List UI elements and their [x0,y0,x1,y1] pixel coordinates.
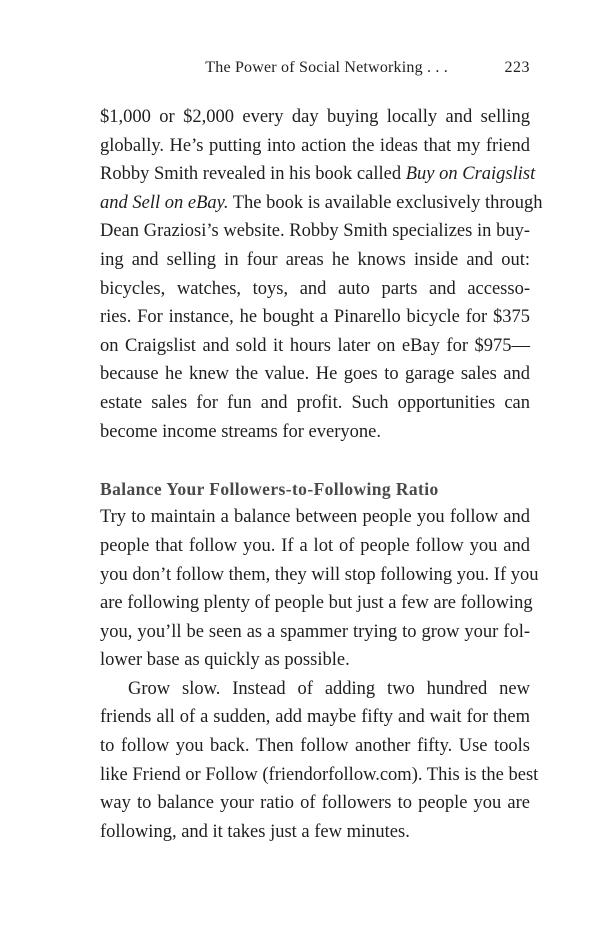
text-fragment: The book is available exclusively through [228,192,543,213]
text-line: estate sales for fun and profit. Such opportunities can [100,392,530,413]
text-line: ing and selling in four areas he knows inside and out: [100,249,530,270]
running-header [100,56,530,80]
text-line: bicycles, watches, toys, and auto parts and accesso- [100,278,530,299]
text-line: friends all of a sudden, add maybe fifty and wait for them [100,707,530,728]
page-number: 223 [504,59,530,76]
text-line: on Craigslist and sold it hours later on eBay for $975— [100,335,530,356]
section-spacer [100,446,530,475]
paragraph [100,675,539,847]
text-line: Grow slow. Instead of adding two hundred new [128,678,530,699]
section-heading: Balance Your Followers-to-Following Ratio [100,478,439,499]
body-text [100,103,543,846]
text-line: following, and it takes just a few minutes. [100,821,410,842]
book-title-italic: Buy on Craigslist [405,164,536,185]
text-line: you, you’ll be seen as a spammer trying to grow your fol- [100,621,530,642]
text-line: globally. He’s putting into action the ideas that my friend [100,135,530,156]
text-line: way to balance your ratio of followers to people you are [100,793,530,814]
text-line: because he knew the value. He goes to garage sales and [100,364,530,385]
paragraph-continued [100,103,543,446]
text-line: become income streams for everyone. [100,421,381,442]
text-line: to follow you back. Then follow another fifty. Use tools [100,736,530,757]
paragraph [100,503,539,675]
text-line: Dean Graziosi’s website. Robby Smith specializes in buy- [100,221,530,242]
text-line: like Friend or Follow (friendorfollow.com). This is the best [100,764,539,785]
text-line: lower base as quickly as possible. [100,650,350,671]
text-line: you don’t follow them, they will stop following you. If you [100,564,539,585]
text-fragment: Robby Smith revealed in his book called [100,164,402,185]
text-line: $1,000 or $2,000 every day buying locally and selling [100,107,530,127]
text-line: people that follow you. If a lot of people follow you and [100,535,530,556]
text-line: Try to maintain a balance between people you follow and [100,507,530,528]
text-line [100,160,536,189]
text-line: ries. For instance, he bought a Pinarello bicycle for $375 [100,307,530,328]
text-line: are following plenty of people but just a few are following [100,593,533,614]
text-line [100,189,543,218]
book-title-italic: and Sell on eBay. [100,192,229,213]
running-title: The Power of Social Networking . . . [205,59,448,76]
